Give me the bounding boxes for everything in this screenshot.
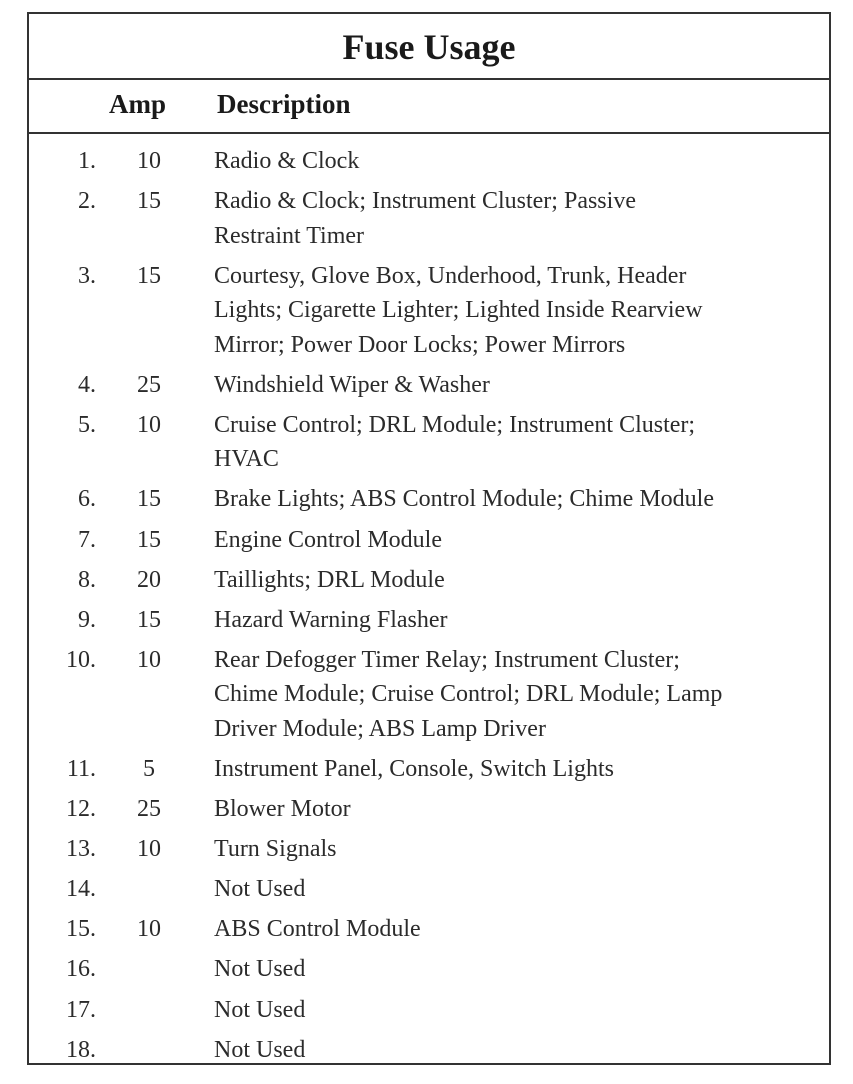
table-row [29, 563, 829, 598]
amp-column-header: Amp [109, 89, 167, 119]
fuse-amp: 10 [137, 148, 161, 174]
fuse-number: 7. [78, 526, 96, 553]
fuse-amp: 10 [137, 646, 161, 673]
fuse-number: 10. [66, 646, 96, 673]
fuse-amp: 25 [137, 371, 161, 398]
fuse-description: Not Used [214, 996, 306, 1023]
table-row [29, 184, 829, 253]
fuse-amp: 15 [137, 188, 161, 215]
table-row [29, 523, 829, 558]
fuse-description: Cruise Control; DRL Module; Instrument Cluster; HVAC [214, 411, 696, 473]
fuse-description: Radio & Clock; Instrument Cluster; Passive Restraint Timer [214, 188, 636, 249]
fuse-description: Radio & Clock [214, 148, 360, 174]
table-row [29, 792, 829, 827]
table-row [29, 872, 829, 907]
fuse-number: 9. [78, 606, 96, 633]
fuse-number: 13. [66, 836, 96, 863]
fuse-amp: 15 [137, 262, 161, 289]
fuse-description: Brake Lights; ABS Control Module; Chime Module [214, 486, 714, 513]
table-row [29, 259, 829, 363]
fuse-amp: 10 [137, 916, 161, 943]
table-row [29, 368, 829, 403]
fuse-description: Taillights; DRL Module [214, 566, 445, 593]
fuse-number: 4. [78, 371, 96, 398]
fuse-description: Rear Defogger Timer Relay; Instrument Cluster; Chime Module; Cruise Control; DRL Module; Lamp Driver Module; ABS Lamp Driver [214, 646, 723, 742]
table-row [29, 1033, 829, 1068]
fuse-amp: 25 [137, 796, 161, 823]
fuse-description: Not Used [214, 1036, 306, 1063]
fuse-description: Not Used [214, 876, 306, 903]
fuse-number: 11. [66, 755, 96, 782]
table-row [29, 993, 829, 1028]
table-row [29, 832, 829, 867]
fuse-number: 3. [78, 262, 96, 289]
fuse-number: 18. [66, 1036, 96, 1063]
fuse-amp: 15 [137, 606, 161, 633]
column-header-row [29, 80, 829, 134]
fuse-description: Not Used [214, 956, 306, 983]
fuse-number: 2. [78, 188, 96, 215]
fuse-description: ABS Control Module [214, 916, 421, 943]
table-row [29, 952, 829, 987]
fuse-number: 17. [66, 996, 96, 1023]
fuse-usage-table [27, 12, 831, 1065]
fuse-number: 8. [78, 566, 96, 593]
fuse-description: Courtesy, Glove Box, Underhood, Trunk, Header Lights; Cigarette Lighter; Lighted Inside Rearview Mirror; Power Door Locks; Power Mirrors [214, 262, 703, 358]
fuse-description: Windshield Wiper & Washer [214, 371, 490, 398]
fuse-number: 6. [78, 486, 96, 513]
fuse-number: 14. [66, 876, 96, 903]
fuse-amp: 10 [137, 411, 161, 438]
table-row [29, 912, 829, 947]
table-row [29, 144, 829, 179]
fuse-amp: 10 [137, 836, 161, 863]
table-row [29, 603, 829, 638]
table-row [29, 408, 829, 477]
fuse-number: 5. [78, 411, 96, 438]
table-row [29, 643, 829, 747]
table-row [29, 482, 829, 517]
fuse-number: 1. [78, 148, 96, 174]
fuse-description: Blower Motor [214, 796, 351, 823]
fuse-rows [29, 144, 829, 1073]
fuse-description: Engine Control Module [214, 526, 442, 553]
fuse-description: Hazard Warning Flasher [214, 606, 448, 633]
description-column-header: Description [217, 89, 351, 119]
fuse-amp: 20 [137, 566, 161, 593]
fuse-number: 16. [66, 956, 96, 983]
table-row [29, 752, 829, 787]
table-title: Fuse Usage [29, 14, 829, 80]
fuse-number: 12. [66, 796, 96, 823]
fuse-description: Instrument Panel, Console, Switch Lights [214, 755, 614, 782]
fuse-amp: 5 [143, 755, 155, 782]
fuse-amp: 15 [137, 526, 161, 553]
fuse-amp: 15 [137, 486, 161, 513]
fuse-description: Turn Signals [214, 836, 337, 863]
fuse-number: 15. [66, 916, 96, 943]
